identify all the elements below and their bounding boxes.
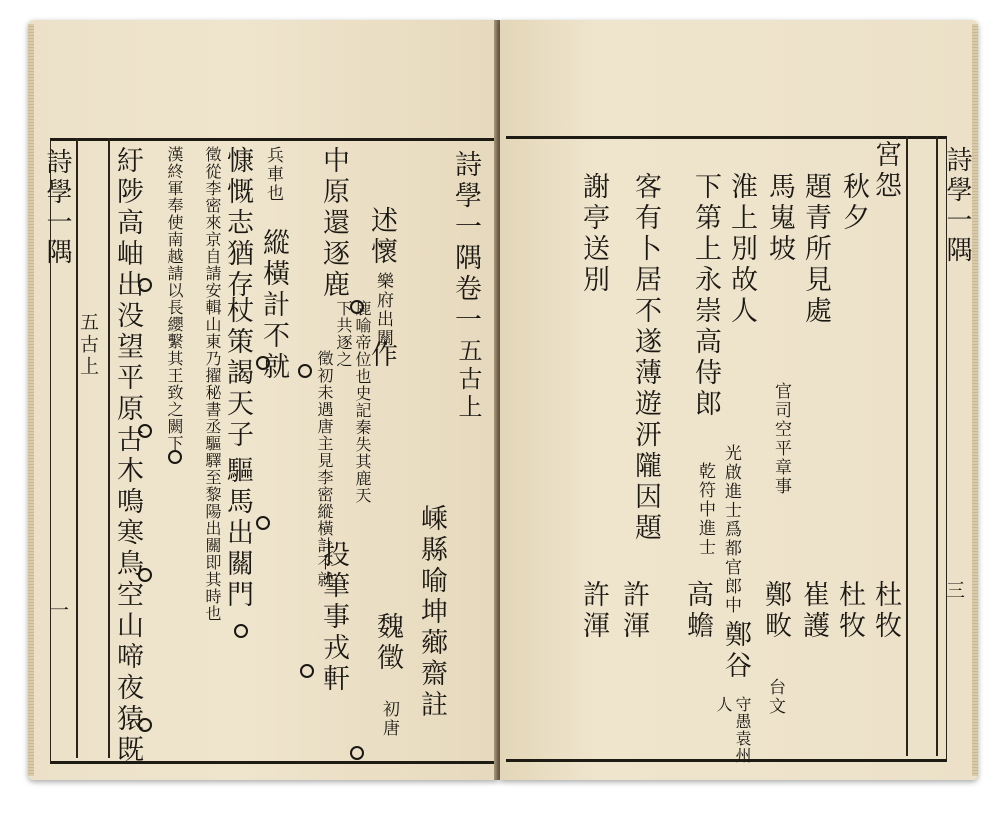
punctuation-mark [256,516,270,530]
open-book [28,20,978,780]
punctuation-mark [138,278,152,292]
text-column: 縱橫計不就 [258,228,289,383]
text-column: 中原還逐鹿 [318,146,349,301]
author-name: 許渾 [618,580,649,642]
text-column: 杖策謁天子 [222,296,253,451]
poet-name: 魏徵 [372,612,403,674]
author-name: 杜牧 [834,580,865,642]
author-name: 高蟾 [682,580,713,642]
compiler-credit: 嵊縣喻坤薌齋註 [416,504,447,721]
author-name: 鄭畋 [760,580,791,642]
margin-folio: 三 [943,580,965,602]
commentary-column: 鹿喻帝位也史記秦失其鹿天下共逐之 [334,300,372,504]
poet-note: 初唐 [379,700,399,738]
commentary-column: 徵從李密來京自請安輯山東乃擢秘書丞驅驛至黎陽出關即其時也 [203,146,222,622]
author-name: 崔護 [798,580,829,642]
author-name: 許渾 [578,580,609,642]
poem-title-item: 謝亭送別 [578,172,609,296]
text-column: 慷慨志猶存 [222,146,253,301]
author-note: 光啟進士爲都官郎中 [721,444,741,615]
text-column: 驅馬出關門 [222,456,253,611]
poem-title-item: 題青所見處 [800,172,831,327]
commentary-column: 漢終軍奉使南越請以長纓繫其王致之闕下 [165,146,184,452]
poem-title-item: 淮上別故人 [726,172,757,327]
punctuation-mark [350,300,364,314]
poem-title-note: 樂府出關 [373,272,393,348]
punctuation-mark [168,450,182,464]
punctuation-mark [300,664,314,678]
margin-rule [906,136,908,756]
author-note: 乾符中進士 [695,462,715,557]
margin-section: 五古上 [77,312,99,378]
margin-rule [936,136,938,756]
section-label: 五古上 [454,338,482,422]
author-name: 杜牧 [870,580,901,642]
note-column: 兵車也 [263,146,283,203]
margin-folio: 一 [47,600,69,622]
commentary-column: 徵初未遇唐主見李密縱橫計不就 [315,350,334,588]
author-name: 鄭谷 [720,620,751,682]
punctuation-mark [138,424,152,438]
author-note: 守愚袁州人 [714,696,752,764]
left-page [28,20,498,780]
right-page [500,20,978,780]
author-note: 台文 [765,678,785,716]
poem-title-item: 秋夕 [838,172,869,234]
punctuation-mark [298,364,312,378]
book-title: 詩學一隅卷一 [450,150,481,336]
punctuation-mark [350,746,364,760]
punctuation-mark [138,568,152,582]
poem-title-item: 馬嵬坡 [764,172,795,265]
punctuation-mark [138,718,152,732]
poem-title: 述懷 [366,206,397,268]
margin-title: 詩學一隅 [42,148,72,268]
poem-title-item: 宮怨 [870,140,901,202]
punctuation-mark [256,356,270,370]
text-column: 紆陟高岫出没望平原古木鳴寒鳥空山啼夜猿既 [112,146,143,766]
punctuation-mark [234,624,248,638]
page-edge [28,24,34,776]
text-column: 投筆事戎軒 [318,540,349,695]
genre-label: 作 [366,340,397,371]
margin-rule [108,138,110,758]
page-edge [972,24,978,776]
author-note: 官司空平章事 [771,382,791,496]
margin-title: 詩學一隅 [942,146,972,266]
poem-title-item: 下第上永崇高侍郎 [690,172,721,420]
margin-rule [76,138,78,758]
poem-title-item: 客有卜居不遂薄遊汧隴因題 [630,172,661,544]
